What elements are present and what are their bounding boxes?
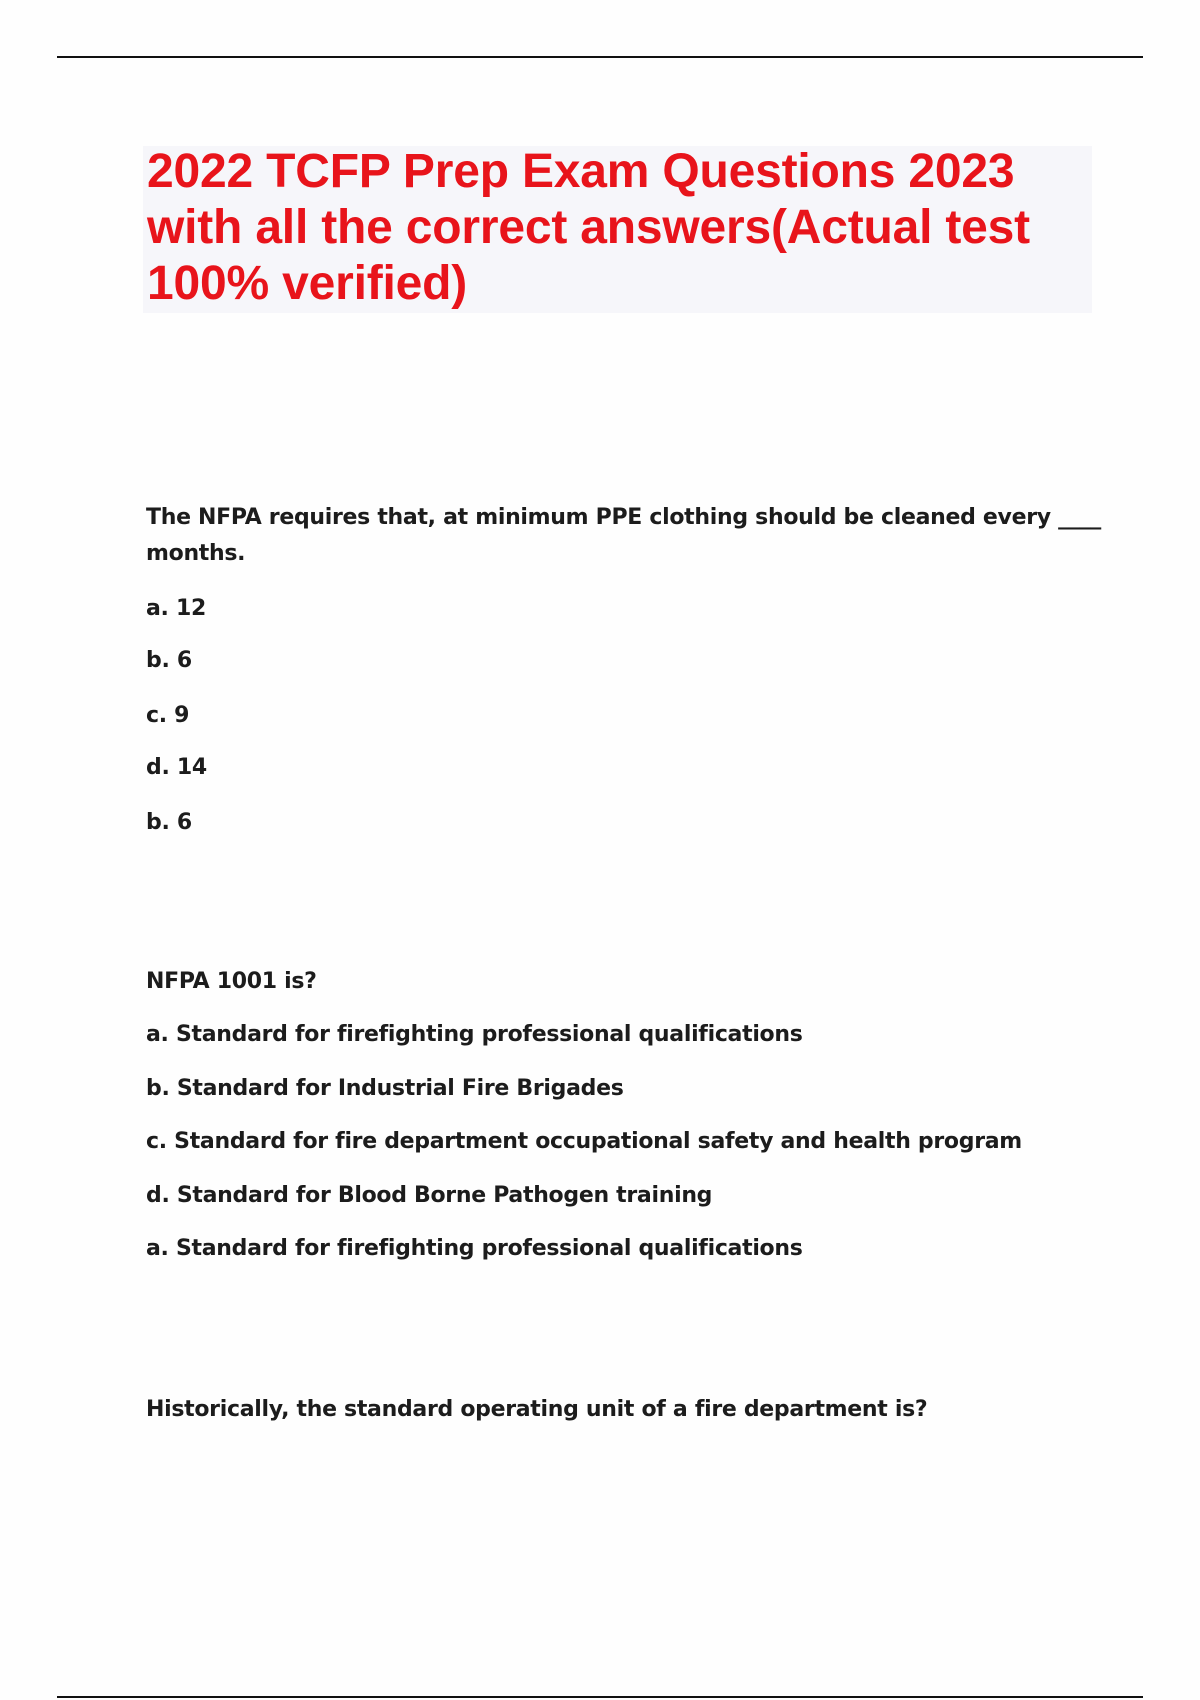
question-2-option-c: c. Standard for fire department occupational safety and health program	[146, 1129, 1022, 1154]
question-2-option-d: d. Standard for Blood Borne Pathogen training	[146, 1183, 713, 1208]
top-divider	[57, 56, 1143, 58]
question-1-option-d: d. 14	[146, 755, 207, 780]
question-1-prompt-line-1: The NFPA requires that, at minimum PPE clothing should be cleaned every ____	[146, 505, 1101, 530]
question-1-option-c: c. 9	[146, 703, 190, 728]
question-1-answer: b. 6	[146, 810, 192, 835]
question-2-option-a: a. Standard for firefighting professional qualifications	[146, 1022, 803, 1047]
question-2-prompt: NFPA 1001 is?	[146, 969, 317, 994]
bottom-divider	[57, 1696, 1143, 1698]
question-3-prompt: Historically, the standard operating unit of a fire department is?	[146, 1397, 928, 1422]
question-1-option-b: b. 6	[146, 648, 192, 673]
question-2-option-b: b. Standard for Industrial Fire Brigades	[146, 1076, 624, 1101]
question-1-option-a: a. 12	[146, 596, 206, 621]
question-1-prompt-line-2: months.	[146, 541, 246, 566]
question-2-answer: a. Standard for firefighting professional qualifications	[146, 1236, 803, 1261]
document-title: 2022 TCFP Prep Exam Questions 2023 with all the correct answers(Actual test 100% verified)	[147, 145, 1030, 310]
